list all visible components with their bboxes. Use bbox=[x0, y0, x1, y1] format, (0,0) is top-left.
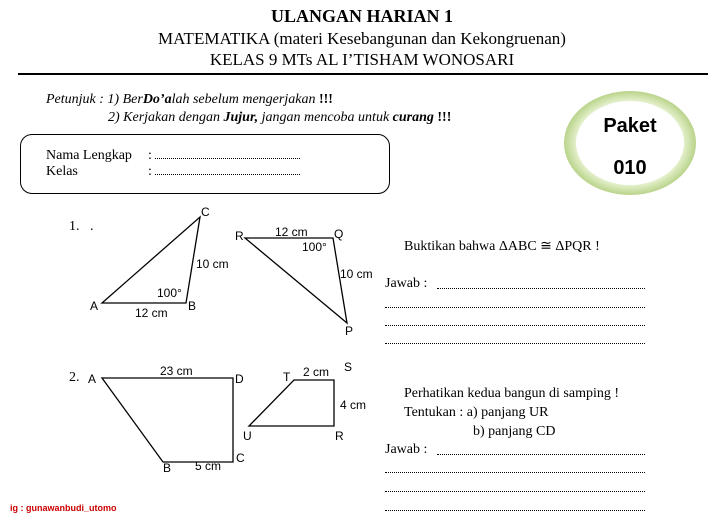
q1-answer-label: Jawab : bbox=[385, 276, 428, 291]
instruction-label: Petunjuk : bbox=[46, 92, 104, 107]
vertex-p: P bbox=[345, 324, 354, 338]
q1-answer-line[interactable] bbox=[385, 343, 645, 344]
instruction-emphasis: !!! bbox=[318, 92, 333, 107]
badge-label: Paket bbox=[603, 115, 657, 137]
q2-line-2: Tentukan : a) panjang UR bbox=[404, 405, 549, 420]
class-separator: : bbox=[148, 164, 152, 179]
q2-number: 2. bbox=[69, 370, 80, 385]
instruction-emphasis: !!! bbox=[433, 110, 452, 125]
vertex-c: C bbox=[201, 205, 210, 219]
vertex-u: U bbox=[243, 429, 252, 443]
q2-answer-label: Jawab : bbox=[385, 442, 428, 457]
q2-line-3: b) panjang CD bbox=[473, 424, 556, 439]
instruction-text: 2) Kerjakan dengan bbox=[108, 110, 224, 125]
q1-bullet: . bbox=[90, 219, 94, 234]
instruction-text: jangan mencoba untuk bbox=[258, 110, 393, 125]
label-side-rq: 12 cm bbox=[275, 225, 308, 239]
instruction-bold: Do’a bbox=[142, 92, 172, 107]
vertex-q: Q bbox=[334, 227, 344, 241]
q2-answer-line[interactable] bbox=[437, 454, 645, 455]
instruction-text: 1) Ber bbox=[107, 92, 143, 107]
label-side-sr: 4 cm bbox=[340, 398, 367, 412]
label-side-bc: 10 cm bbox=[196, 257, 229, 271]
vertex-r2: R bbox=[335, 429, 344, 443]
vertex-t: T bbox=[283, 370, 291, 384]
q2-line-1: Perhatikan kedua bangun di samping ! bbox=[404, 386, 620, 401]
vertex-r: R bbox=[235, 229, 244, 243]
vertex-a2: A bbox=[88, 372, 97, 386]
trapezoid-abcd bbox=[102, 378, 233, 462]
vertex-s: S bbox=[344, 360, 353, 374]
vertex-b2: B bbox=[163, 461, 172, 475]
vertex-d2: D bbox=[235, 372, 244, 386]
label-side-bc2: 5 cm bbox=[195, 459, 222, 473]
instruction-bold: curang bbox=[392, 110, 434, 125]
exam-class: KELAS 9 MTs AL I’TISHAM WONOSARI bbox=[209, 50, 515, 69]
label-side-ts: 2 cm bbox=[303, 365, 330, 379]
label-angle-q: 100° bbox=[302, 240, 327, 254]
triangle-pqr bbox=[245, 238, 347, 323]
label-side-ad: 23 cm bbox=[160, 364, 193, 378]
exam-title: ULANGAN HARIAN 1 bbox=[270, 6, 453, 26]
label-side-qp: 10 cm bbox=[340, 267, 373, 281]
instagram-credit: ig : gunawanbudi_utomo bbox=[10, 503, 117, 513]
vertex-a: A bbox=[90, 299, 99, 313]
q1-prompt: Buktikan bahwa ΔABC ≅ ΔPQR ! bbox=[404, 239, 600, 254]
name-separator: : bbox=[148, 148, 152, 163]
q1-answer-line[interactable] bbox=[437, 288, 645, 289]
vertex-c2: C bbox=[236, 451, 245, 465]
instruction-text: lah sebelum mengerjakan bbox=[171, 92, 319, 107]
q2-answer-line[interactable] bbox=[385, 472, 645, 473]
label-angle-b: 100° bbox=[157, 286, 182, 300]
class-label: Kelas bbox=[46, 164, 78, 179]
vertex-b: B bbox=[188, 299, 197, 313]
q1-answer-line[interactable] bbox=[385, 325, 645, 326]
q1-answer-line[interactable] bbox=[385, 307, 645, 308]
label-side-ab: 12 cm bbox=[135, 306, 168, 320]
instruction-bold: Jujur, bbox=[223, 110, 259, 125]
q2-answer-line[interactable] bbox=[385, 491, 645, 492]
name-label: Nama Lengkap bbox=[46, 148, 132, 163]
triangle-abc bbox=[102, 217, 200, 303]
trapezoid-turs bbox=[249, 380, 334, 426]
exam-subject: MATEMATIKA (materi Kesebangunan dan Kekongruenan) bbox=[158, 29, 566, 48]
badge-number: 010 bbox=[613, 157, 647, 179]
q2-answer-line[interactable] bbox=[385, 510, 645, 511]
q1-number-text: 1. bbox=[69, 219, 80, 234]
